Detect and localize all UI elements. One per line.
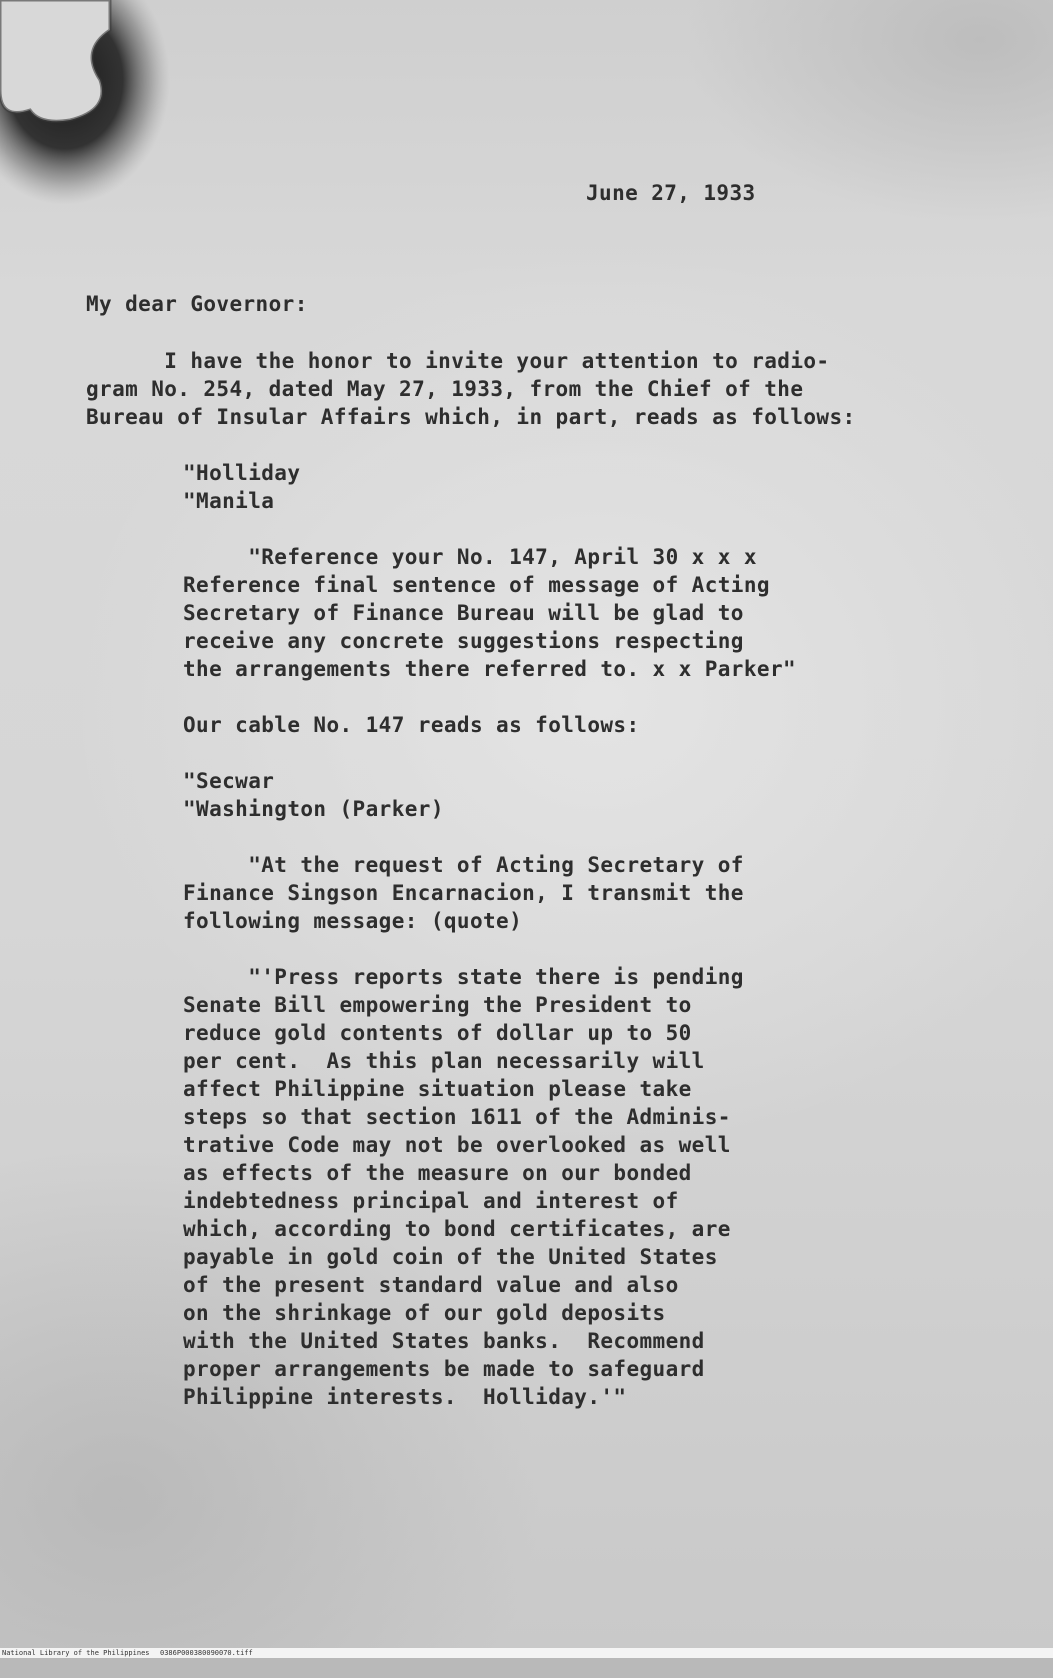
quote-body-line: which, according to bond certificates, are	[183, 1217, 731, 1241]
quote-address-line: "Manila	[183, 489, 275, 513]
quote-body-line: of the present standard value and also	[183, 1273, 679, 1297]
body-paragraph-line: I have the honor to invite your attention to radio-	[86, 349, 830, 373]
burn-damage-mark	[0, 0, 180, 220]
footer-library-name: National Library of the Philippines	[2, 1649, 150, 1657]
quote-body-line: indebtedness principal and interest of	[183, 1189, 679, 1213]
scan-footer	[0, 1648, 1053, 1658]
quote-body-line: Reference final sentence of message of Acting	[183, 573, 770, 597]
quote-body-line: the arrangements there referred to. x x Parker"	[183, 657, 797, 681]
quote-body-line: following message: (quote)	[183, 909, 523, 933]
quote-body-line: as effects of the measure on our bonded	[183, 1161, 692, 1185]
quote-body-line: "Reference your No. 147, April 30 x x x	[183, 545, 757, 569]
quote-body-line: affect Philippine situation please take	[183, 1077, 692, 1101]
quote-body-line: proper arrangements be made to safeguard	[183, 1357, 705, 1381]
quote-address-line: "Secwar	[183, 769, 275, 793]
quote-address-line: "Washington (Parker)	[183, 797, 444, 821]
letter-date: June 27, 1933	[586, 181, 756, 205]
quote-body-line: trative Code may not be overlooked as well	[183, 1133, 731, 1157]
body-paragraph-line: Bureau of Insular Affairs which, in part, reads as follows:	[86, 405, 856, 429]
quote-body-line: on the shrinkage of our gold deposits	[183, 1301, 666, 1325]
quote-body-line: payable in gold coin of the United States	[183, 1245, 718, 1269]
quote-body-line: with the United States banks. Recommend	[183, 1329, 705, 1353]
quote-body-line: Finance Singson Encarnacion, I transmit the	[183, 881, 744, 905]
quote-body-line: Philippine interests. Holliday.'"	[183, 1385, 627, 1409]
quote-body-line: receive any concrete suggestions respecting	[183, 629, 744, 653]
salutation: My dear Governor:	[86, 292, 308, 316]
quote-body-line: reduce gold contents of dollar up to 50	[183, 1021, 692, 1045]
quote-body-line: steps so that section 1611 of the Adminis-	[183, 1105, 731, 1129]
cable-intro: Our cable No. 147 reads as follows:	[183, 713, 640, 737]
quote-body-line: Senate Bill empowering the President to	[183, 993, 692, 1017]
quote-body-line: per cent. As this plan necessarily will	[183, 1049, 705, 1073]
quote-address-line: "Holliday	[183, 461, 301, 485]
body-paragraph-line: gram No. 254, dated May 27, 1933, from the Chief of the	[86, 377, 804, 401]
footer-file-name: 0386P000380090070.tiff	[160, 1649, 253, 1657]
quote-body-line: Secretary of Finance Bureau will be glad to	[183, 601, 744, 625]
quote-body-line: "At the request of Acting Secretary of	[183, 853, 744, 877]
quote-body-line: "'Press reports state there is pending	[183, 965, 744, 989]
